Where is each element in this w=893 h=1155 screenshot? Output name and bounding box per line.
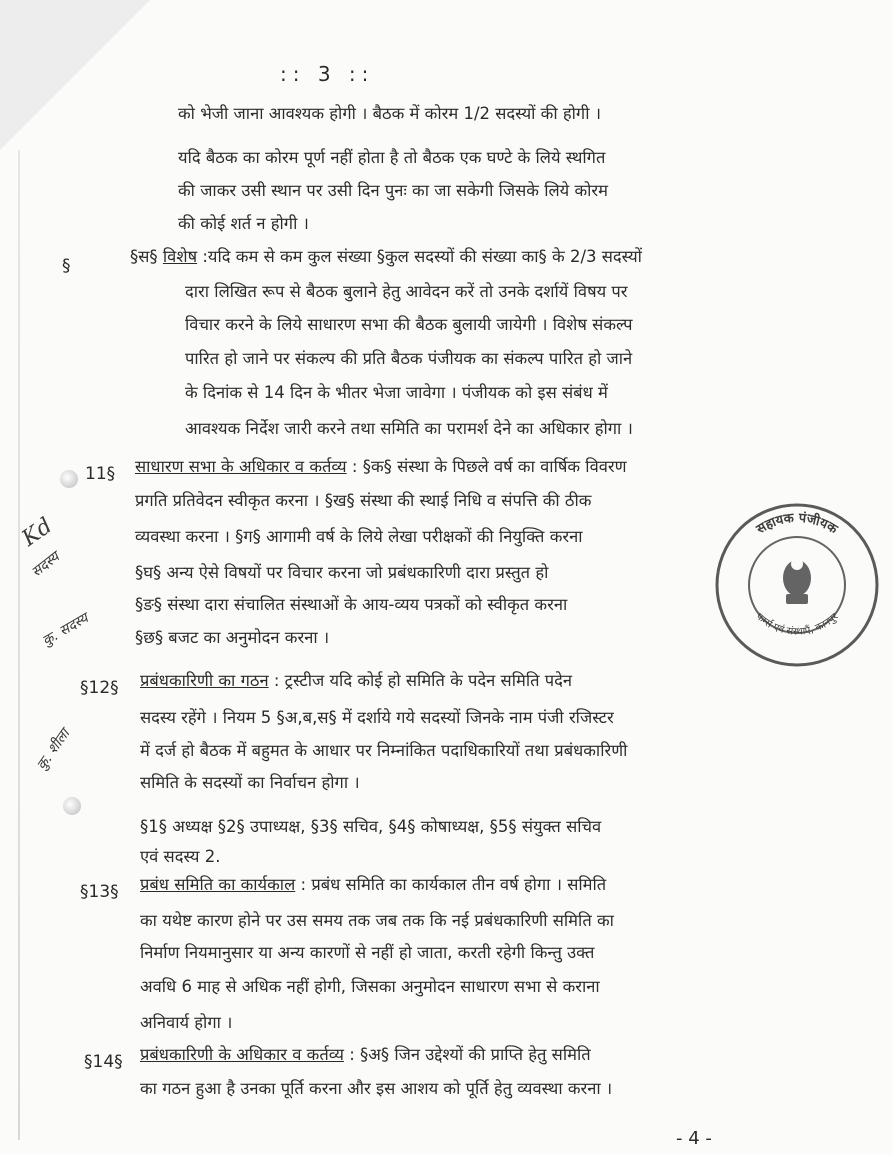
clause-text: :यदि कम से कम कुल संख्या §कुल सदस्यों की संख्या का§ के 2/3 सदस्यों xyxy=(197,247,642,266)
text-line: का गठन हुआ है उनका पूर्ति करना और इस आशय को पूर्ति हेतु व्यवस्था करना । xyxy=(140,1079,613,1098)
handwritten-note: Kd xyxy=(17,513,57,552)
text-line: यदि बैठक का कोरम पूर्ण नहीं होता है तो बैठक एक घण्टे के लिये स्थगित xyxy=(178,148,606,167)
text-line: में दर्ज हो बैठक में बहुमत के आधार पर निम्नांकित पदाधिकारियों तथा प्रबंधकारिणी xyxy=(140,741,628,760)
clause-marker: § xyxy=(62,256,71,276)
clause-title: प्रबंध समिति का कार्यकाल xyxy=(140,875,296,894)
text-line: के दिनांक से 14 दिन के भीतर भेजा जावेगा । पंजीयक को इस संबंध में xyxy=(185,383,608,402)
page-edge-shadow xyxy=(18,150,20,1140)
clause-title: विशेष xyxy=(162,247,198,266)
text-line: का यथेष्ट कारण होने पर उस समय तक जब तक कि नई प्रबंधकारिणी समिति का xyxy=(140,911,614,930)
folded-corner xyxy=(0,0,150,150)
clause-sub-marker: §स§ xyxy=(130,247,158,266)
clause-text: : प्रबंध समिति का कार्यकाल तीन वर्ष होगा । समिति xyxy=(295,875,607,894)
clause-marker: §14§ xyxy=(84,1052,123,1072)
punch-hole xyxy=(63,797,81,815)
text-line: निर्माण नियमानुसार या अन्य कारणों से नहीं हो जाता, करती रहेगी किन्तु उक्त xyxy=(140,943,595,962)
svg-text:फर्म्स एवं संस्थाएँ, कानपुर xyxy=(753,611,841,638)
clause-text: : ट्रस्टीज यदि कोई हो समिति के पदेन समिति पदेन xyxy=(268,671,573,690)
text-line: पारित हो जाने पर संकल्प की प्रति बैठक पंजीयक का संकल्प पारित हो जाने xyxy=(185,349,633,368)
svg-text:सहायक पंजीयक xyxy=(753,510,841,538)
handwritten-note: कु. सदस्य xyxy=(39,610,92,650)
text-line: विचार करने के लिये साधारण सभा की बैठक बुलायी जायेगी । विशेष संकल्प xyxy=(185,315,633,334)
text-line: §छ§ बजट का अनुमोदन करना । xyxy=(135,628,330,647)
text-line: की कोई शर्त न होगी । xyxy=(178,214,309,233)
text-line: प्रगति प्रतिवेदन स्वीकृत करना । §ख§ संस्था की स्थाई निधि व संपत्ति की ठीक xyxy=(135,491,592,510)
clause-title: प्रबंधकारिणी के अधिकार व कर्तव्य xyxy=(140,1045,344,1064)
stamp-outer-text: सहायक पंजीयक xyxy=(754,510,840,538)
text-line: §ङ§ संस्था दारा संचालित संस्थाओं के आय-व्यय पत्रकों को स्वीकृत करना xyxy=(135,595,568,614)
clause-heading-line xyxy=(140,1044,591,1066)
text-line: सदस्य रहेंगे । नियम 5 §अ,ब,स§ में दर्शाये गये सदस्यों जिनके नाम पंजी रजिस्टर xyxy=(140,708,614,727)
text-line: आवश्यक निर्देश जारी करने तथा समिति का परामर्श देने का अधिकार होगा । xyxy=(185,419,633,438)
punch-hole xyxy=(60,470,78,488)
official-seal-stamp xyxy=(712,500,882,670)
text-line: समिति के सदस्यों का निर्वाचन होगा । xyxy=(140,773,360,792)
clause-heading-line xyxy=(135,456,627,478)
text-line: की जाकर उसी स्थान पर उसी दिन पुनः का जा सकेगी जिसके लिये कोरम xyxy=(178,181,609,200)
text-line: अनिवार्य होगा । xyxy=(140,1013,233,1032)
clause-marker: 11§ xyxy=(85,464,116,484)
clause-title: प्रबंधकारिणी का गठन xyxy=(140,671,269,690)
handwritten-note: सदस्य xyxy=(28,549,63,581)
clause-heading-line xyxy=(140,874,606,896)
clause-heading-line xyxy=(130,246,642,268)
clause-marker: §12§ xyxy=(80,678,119,698)
text-line: §घ§ अन्य ऐसे विषयों पर विचार करना जो प्रबंधकारिणी दारा प्रस्तुत हो xyxy=(135,563,549,582)
page-footer-number: - 4 - xyxy=(676,1128,712,1149)
page-marker: :: 3 :: xyxy=(280,62,375,86)
clause-marker: §13§ xyxy=(80,882,119,902)
handwritten-note: कु. शीला xyxy=(33,726,74,774)
text-line: अवधि 6 माह से अधिक नहीं होगी, जिसका अनुमोदन साधारण सभा से कराना xyxy=(140,977,600,996)
clause-title: साधारण सभा के अधिकार व कर्तव्य xyxy=(135,457,347,476)
text-line: एवं सदस्य 2. xyxy=(140,847,221,866)
stamp-bottom-text: फर्म्स एवं संस्थाएँ, कानपुर xyxy=(753,611,841,638)
clause-text: : §अ§ जिन उद्देश्यों की प्राप्ति हेतु समिति xyxy=(343,1045,591,1064)
text-line: को भेजी जाना आवश्यक होगी । बैठक में कोरम 1/2 सदस्यों की होगी । xyxy=(178,104,601,123)
emblem-icon xyxy=(783,558,811,604)
clause-text: : §क§ संस्था के पिछले वर्ष का वार्षिक विवरण xyxy=(346,457,627,476)
text-line: व्यवस्था करना । §ग§ आगामी वर्ष के लिये लेखा परीक्षकों की नियुक्ति करना xyxy=(135,527,583,546)
clause-heading-line xyxy=(140,670,572,692)
text-line: §1§ अध्यक्ष §2§ उपाध्यक्ष, §3§ सचिव, §4§ कोषाध्यक्ष, §5§ संयुक्त सचिव xyxy=(140,817,602,836)
text-line: दारा लिखित रूप से बैठक बुलाने हेतु आवेदन करें तो उनके दर्शायें विषय पर xyxy=(185,282,628,301)
